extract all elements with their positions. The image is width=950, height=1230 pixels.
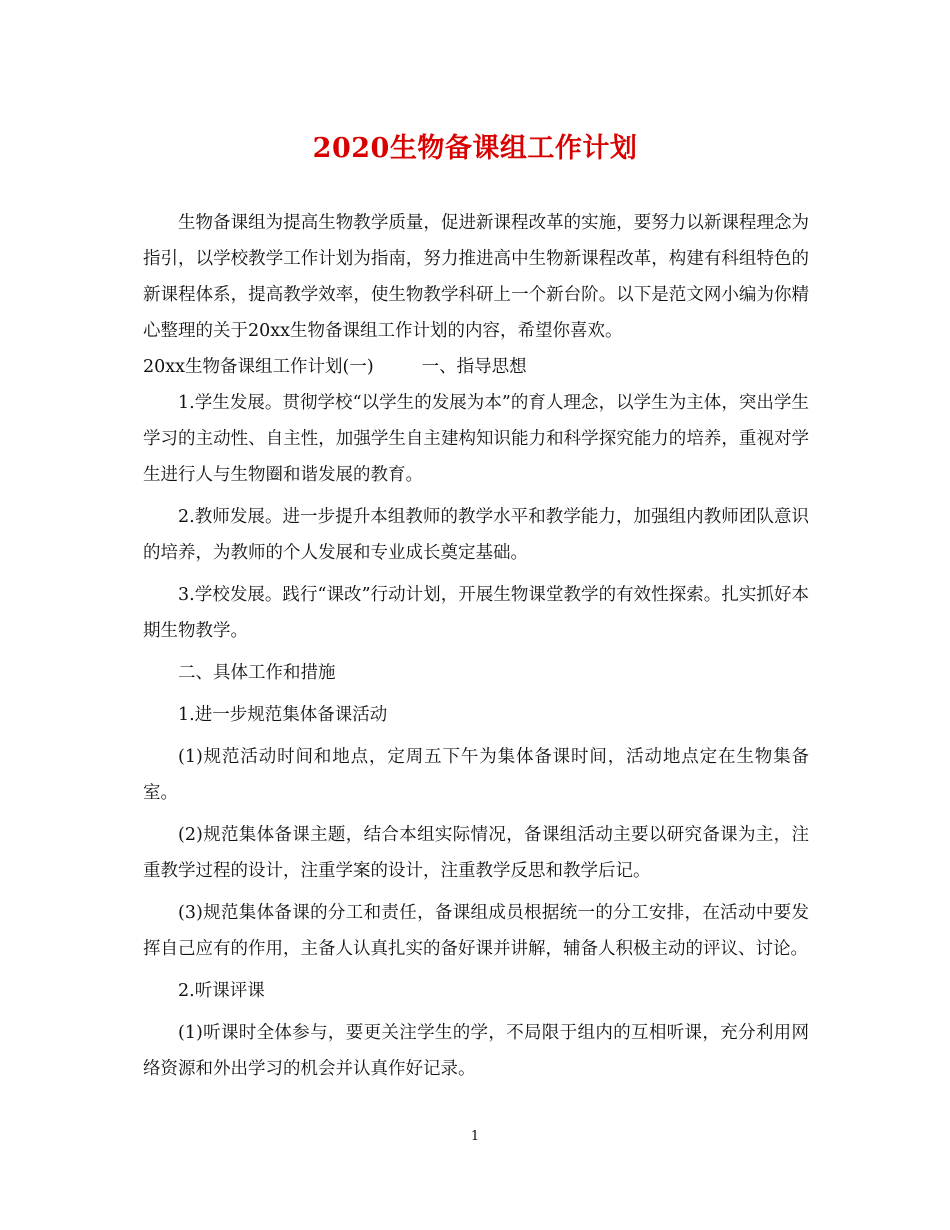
guiding-heading: 一、指导思想	[421, 357, 527, 377]
measures-heading: 二、具体工作和措施	[178, 663, 336, 683]
plan-heading: 20xx生物备课组工作计划(一)	[143, 357, 374, 377]
collective-item-3: (3)规范集体备课的分工和责任，备课组成员根据统一的分工安排，在活动中要发挥自己应有的作用，主备人认真扎实的备好课并讲解，辅备人积极主动的评议、讨论。	[143, 903, 809, 959]
document-title: 2020生物备课组工作计划	[312, 133, 638, 164]
plan-heading-row	[143, 349, 809, 385]
intro-paragraph: 生物备课组为提高生物教学质量，促进新课程改革的实施，要努力以新课程理念为指引，以学校教学工作计划为指南，努力推进高中生物新课程改革，构建有科组特色的新课程体系，提高教学效率，使生物教学科研上一个新台阶。以下是范文网小编为你精心整理的关于20xx生物备课组工作计划的内容，希望你喜欢。	[143, 213, 809, 341]
school-development-paragraph: 3.学校发展。践行“课改”行动计划，开展生物课堂教学的有效性探索。扎实抓好本期生物教学。	[143, 585, 809, 641]
student-development-paragraph: 1.学生发展。贯彻学校“以学生的发展为本”的育人理念，以学生为主体，突出学生学习的主动性、自主性，加强学生自主建构知识能力和科学探究能力的培养，重视对学生进行人与生物圈和谐发展的教育。	[143, 393, 809, 485]
collective-item-1: (1)规范活动时间和地点，定周五下午为集体备课时间，活动地点定在生物集备室。	[143, 747, 809, 803]
document-body	[143, 205, 809, 1087]
collective-prep-heading: 1.进一步规范集体备课活动	[178, 705, 388, 725]
page-number: 1	[470, 1129, 480, 1144]
listening-heading: 2.听课评课	[178, 981, 265, 1001]
teacher-development-paragraph: 2.教师发展。进一步提升本组教师的教学水平和教学能力，加强组内教师团队意识的培养，为教师的个人发展和专业成长奠定基础。	[143, 507, 809, 563]
listening-item-1: (1)听课时全体参与，要更关注学生的学，不局限于组内的互相听课，充分利用网络资源和外出学习的机会并认真作好记录。	[143, 1023, 809, 1079]
collective-item-2: (2)规范集体备课主题，结合本组实际情况，备课组活动主要以研究备课为主，注重教学过程的设计，注重学案的设计，注重教学反思和教学后记。	[143, 825, 809, 881]
